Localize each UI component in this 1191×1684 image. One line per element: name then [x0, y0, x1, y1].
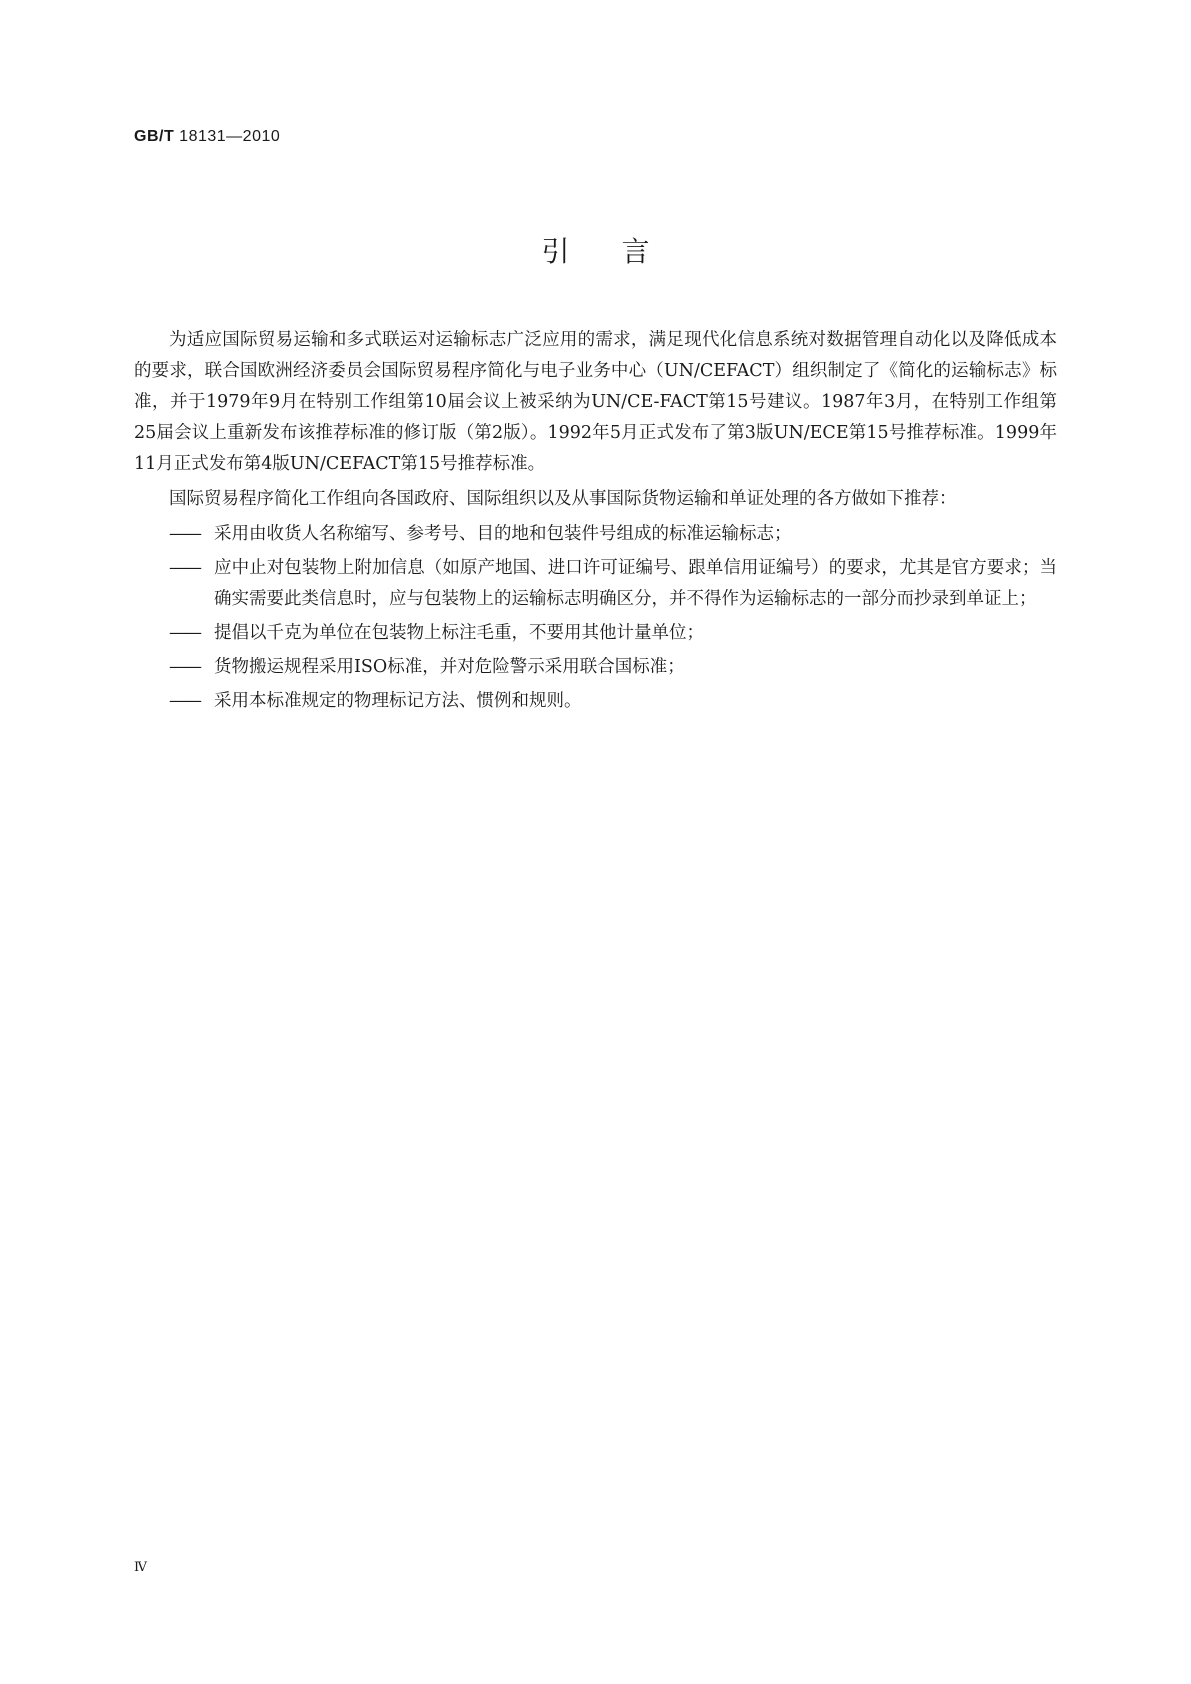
list-item [134, 686, 1057, 717]
dash-marker: —— [169, 691, 200, 711]
intro-paragraph: 为适应国际贸易运输和多式联运对运输标志广泛应用的需求，满足现代化信息系统对数据管理自动化以及降低成本的要求，联合国欧洲经济委员会国际贸易程序简化与电子业务中心（UN/CEFACT）组织制定了《简化的运输标志》标准，并于1979年9月在特别工作组第10届会议上被采纳为UN/CE-FACT第15号建议。1987年3月，在特别工作组第25届会议上重新发布该推荐标准的修订版（第2版）。1992年5月正式发布了第3版UN/ECE第15号推荐标准。1999年11月正式发布第4版UN/CEFACT第15号推荐标准。 [134, 330, 1057, 474]
list-item-text: 提倡以千克为单位在包装物上标注毛重，不要用其他计量单位； [214, 623, 704, 643]
dash-marker: —— [169, 623, 200, 643]
list-item [134, 652, 1057, 683]
list-item-text: 采用本标准规定的物理标记方法、惯例和规则。 [214, 691, 582, 711]
recommendation-paragraph: 国际贸易程序简化工作组向各国政府、国际组织以及从事国际货物运输和单证处理的各方做如下推荐： [169, 489, 957, 509]
section-title: 引言 [541, 235, 702, 268]
list-item-text: 货物搬运规程采用ISO标准，并对危险警示采用联合国标准； [214, 657, 685, 677]
document-code-number: 18131—2010 [179, 128, 281, 145]
list-item [134, 618, 1057, 649]
list-item [134, 519, 1057, 550]
list-item [134, 553, 1057, 615]
recommendation-list [134, 519, 1057, 717]
dash-marker: —— [169, 558, 200, 578]
document-code [134, 128, 280, 146]
list-item-text: 采用由收货人名称缩写、参考号、目的地和包装件号组成的标准运输标志； [214, 524, 792, 544]
list-item-text: 应中止对包装物上附加信息（如原产地国、进口许可证编号、跟单信用证编号）的要求，尤其是官方要求；当确实需要此类信息时，应与包装物上的运输标志明确区分，并不得作为运输标志的一部分而抄录到单证上； [214, 558, 1057, 609]
dash-marker: —— [169, 657, 200, 677]
dash-marker: —— [169, 524, 200, 544]
page-number: Ⅳ [134, 1560, 147, 1575]
section-body [134, 325, 1057, 720]
document-code-prefix: GB/T [134, 128, 175, 145]
